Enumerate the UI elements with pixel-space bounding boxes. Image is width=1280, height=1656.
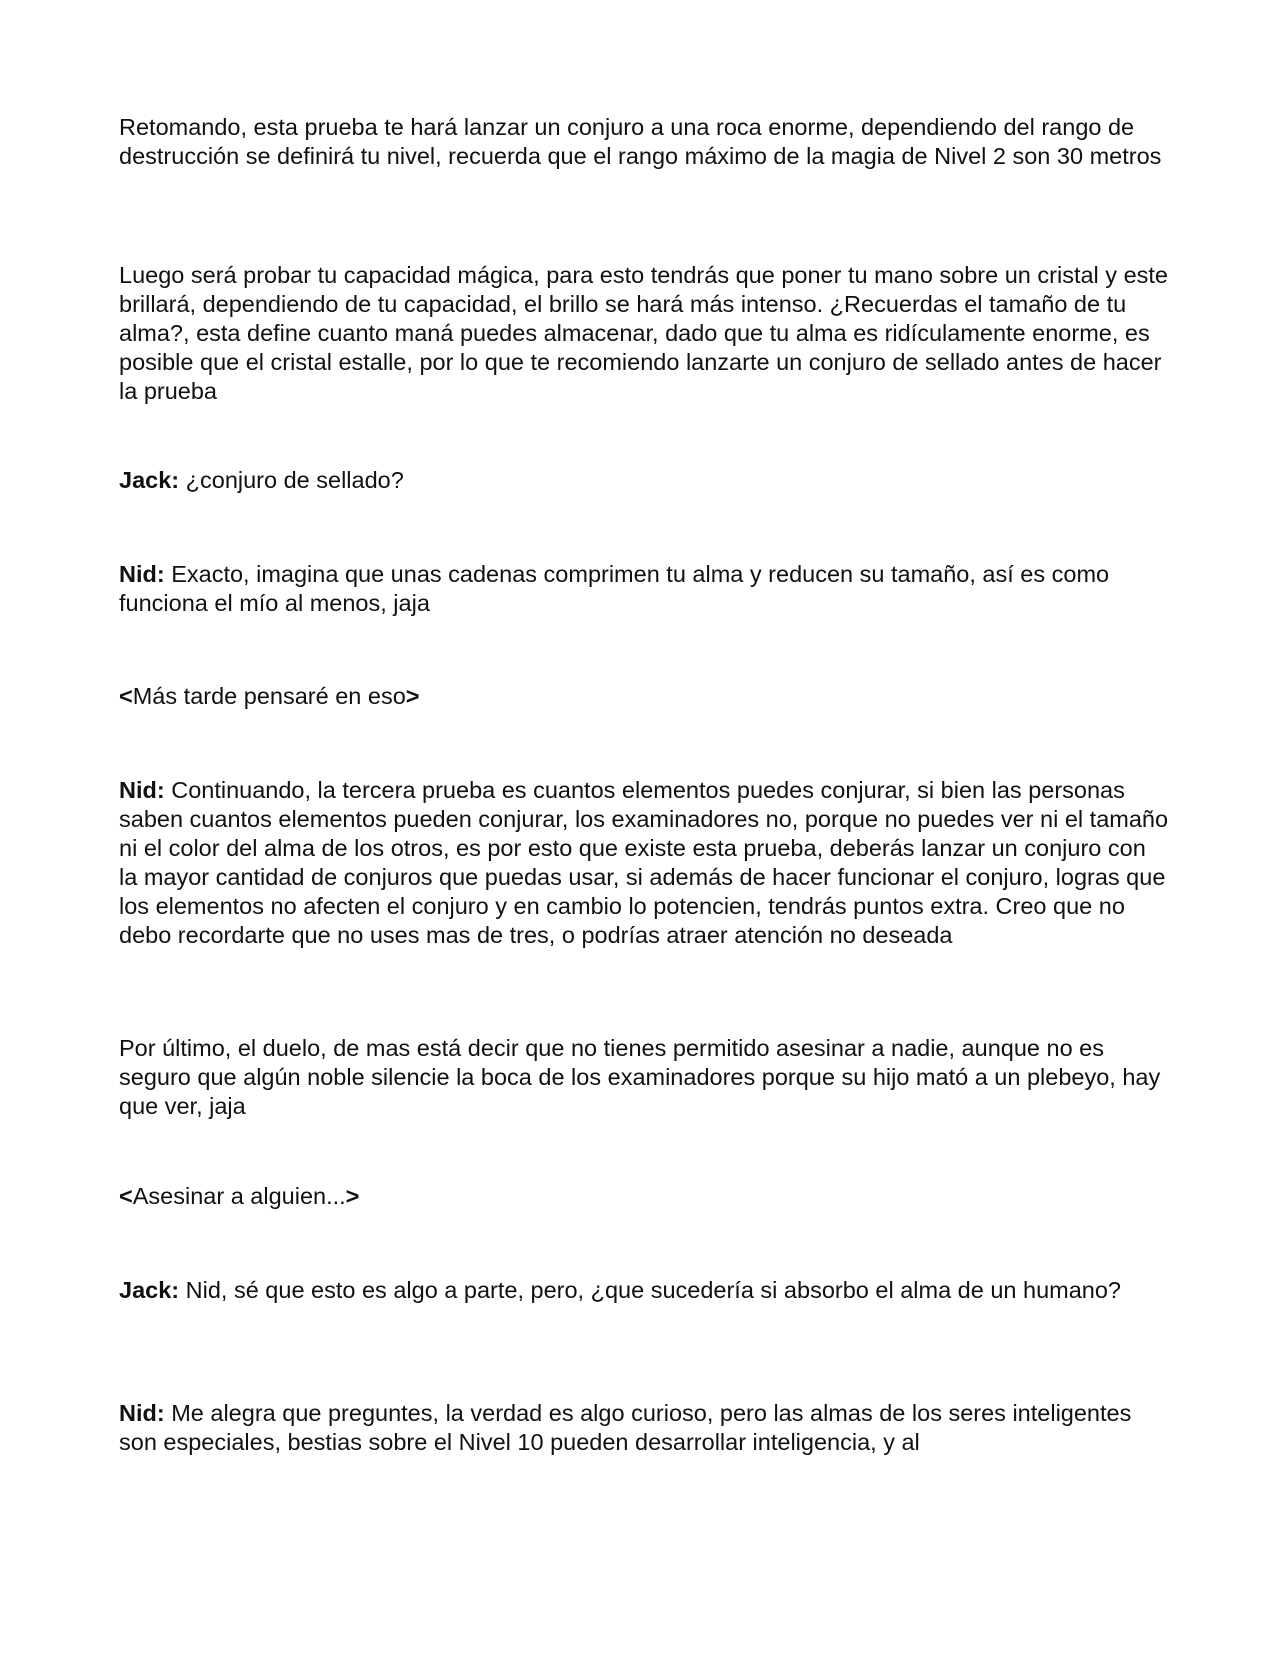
- dialogue-nid-elements: [119, 776, 1169, 950]
- thought-open-bracket: <: [119, 1183, 133, 1209]
- thought-open-bracket: <: [119, 683, 133, 709]
- paragraph-text: Por último, el duelo, de mas está decir que no tienes permitido asesinar a nadie, aunque no es seguro que algún noble silencie la boca de los examinadores porque su hijo mató a un plebeyo, hay que ver, jaja: [119, 1035, 1161, 1119]
- thought-text: Asesinar a alguien...: [132, 1183, 346, 1209]
- speaker-name: Jack:: [119, 1277, 180, 1303]
- dialogue-nid-souls: [119, 1399, 1169, 1457]
- speaker-name: Nid:: [119, 1400, 165, 1426]
- dialogue-text: Nid, sé que esto es algo a parte, pero, ¿que sucedería si absorbo el alma de un humano?: [179, 1277, 1122, 1303]
- dialogue-nid-chains: [119, 560, 1169, 618]
- thought-text: Más tarde pensaré en eso: [132, 683, 406, 709]
- speaker-name: Nid:: [119, 561, 165, 587]
- paragraph-exam-rock: [119, 113, 1169, 171]
- paragraph-magic-capacity: [119, 261, 1169, 406]
- thought-assassinate: [119, 1182, 1169, 1211]
- dialogue-jack-absorb: [119, 1276, 1169, 1305]
- thought-close-bracket: >: [405, 683, 420, 709]
- paragraph-duel: [119, 1034, 1169, 1121]
- speaker-name: Jack:: [119, 467, 180, 493]
- thought-later: [119, 682, 1169, 711]
- thought-close-bracket: >: [345, 1183, 360, 1209]
- paragraph-text: Luego será probar tu capacidad mágica, para esto tendrás que poner tu mano sobre un cristal y este brillará, dependiendo de tu capacidad, el brillo se hará más intenso. ¿Recuerdas el tamaño de tu alma?, esta define cuanto maná puedes almacenar, dado que tu alma es ridículamente enorme, es posible que el cristal estalle, por lo que te recomiendo lanzarte un conjuro de sellado antes de hacer la prueba: [119, 262, 1168, 404]
- paragraph-text: Retomando, esta prueba te hará lanzar un conjuro a una roca enorme, dependiendo del rango de destrucción se definirá tu nivel, recuerda que el rango máximo de la magia de Nivel 2 son 30 metros: [119, 114, 1162, 169]
- dialogue-jack-sealing: [119, 466, 1169, 495]
- dialogue-text: ¿conjuro de sellado?: [179, 467, 404, 493]
- dialogue-text: Continuando, la tercera prueba es cuantos elementos puedes conjurar, si bien las personas saben cuantos elementos pueden conjurar, los examinadores no, porque no puedes ver ni el tamaño ni el color del alma de los otros, es por esto que existe esta prueba, deberás lanzar un conjuro con la mayor cantidad de conjuros que puedas usar, si además de hacer funcionar el conjuro, logras que los elementos no afecten el conjuro y en cambio lo potencien, tendrás puntos extra. Creo que no debo recordarte que no uses mas de tres, o podrías atraer atención no deseada: [119, 777, 1169, 948]
- speaker-name: Nid:: [119, 777, 165, 803]
- dialogue-text: Me alegra que preguntes, la verdad es algo curioso, pero las almas de los seres inteligentes son especiales, bestias sobre el Nivel 10 pueden desarrollar inteligencia, y al: [119, 1400, 1132, 1455]
- dialogue-text: Exacto, imagina que unas cadenas comprimen tu alma y reducen su tamaño, así es como funciona el mío al menos, jaja: [119, 561, 1110, 616]
